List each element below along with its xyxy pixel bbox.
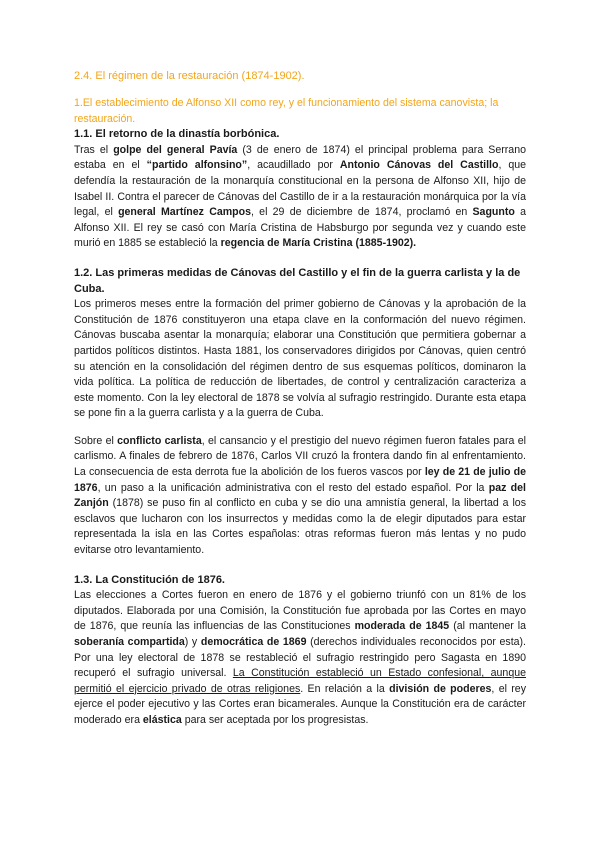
document-page bbox=[74, 70, 526, 729]
section-2-paragraph-2: Sobre el conflicto carlista, el cansancio y el prestigio del nuevo régimen fueron fatales para el carlismo. A finales de febrero de 1876, Carlos VII cruzó la frontera dando fin al enfrentamiento. La consecuencia de esta derrota fue la abolición de los fueros vascos por ley de 21 de julio de 1876, un paso a la unificación administrativa con el resto del estado español. Por la paz del Zanjón (1878) se puso fin al conflicto en cuba y se dio una amnistía general, la libertad a los esclavos que lucharon con los insurrectos y medidas como la de elegir diputados para estar representada la isla en las Cortes españolas: otras reformas fueron más lentas y no pudo evitarse otro levantamiento. bbox=[74, 434, 527, 557]
section-2-paragraph-1: Los primeros meses entre la formación del primer gobierno de Cánovas y la aprobación de la Constitución de 1876 constituyeron una etapa clave en la conformación del nuevo régimen. Cánovas buscaba asentar la monarquía; elaborar una Constitución que permitiera gobernar a partidos políticos distintos. Hasta 1881, los conservadores dirigidos por Cánovas, quien centró su atención en la consolidación del régimen dentro de sus esquemas políticos, dominaron la vida política. La política de reducción de libertades, de control y centralización caracteriza a este momento. Con la ley electoral de 1878 se volvía al sufragio restringido. Durante esta etapa se pone fin a la guerra carlista y a la guerra de Cuba. bbox=[74, 298, 526, 420]
section-2-heading: 1.2. Las primeras medidas de Cánovas del Castillo y el fin de la guerra carlista y la de Cuba. bbox=[74, 266, 521, 295]
section-1-paragraph: Tras el golpe del general Pavía (3 de enero de 1874) el principal problema para Serrano estaba en el “partido alfonsino”, acaudillado por Antonio Cánovas del Castillo, que defendía la restauración de la monarquía constitucional en la persona de Alfonso XII, hijo de Isabel II. Contra el parecer de Cánovas del Castillo de ir a la restauración monárquica por la vía legal, el general Martínez Campos, el 29 de diciembre de 1874, proclamó en Sagunto a Alfonso XII. El rey se casó con María Cristina de Habsburgo por segunda vez y cuando este murió en 1885 se estableció la regencia de María Cristina (1885-1902). bbox=[74, 143, 526, 250]
section-1-heading: 1.1. El retorno de la dinastía borbónica. bbox=[74, 128, 280, 141]
document-title: 2.4. El régimen de la restauración (1874-1902). bbox=[74, 70, 305, 82]
document-subtitle: 1.El establecimiento de Alfonso XII como rey, y el funcionamiento del sistema canovista; la restauración. bbox=[74, 97, 499, 125]
underlined-constitution-text: La Constitución estableció un Estado confesional, aunque permitió el ejercicio privado de otras religiones bbox=[74, 667, 526, 695]
section-3-paragraph: Las elecciones a Cortes fueron en enero de 1876 y el gobierno triunfó con un 81% de los diputados. Elaborada por una Comisión, la Constitución fue aprobada por las Cortes en mayo de 1876, que reunía las influencias de las Constituciones moderada de 1845 (al mantener la soberanía compartida) y democrática de 1869 (derechos individuales reconocidos por esta). Por una ley electoral de 1878 se restableció el sufragio restringido pero Sagasta en 1890 recuperó el sufragio universal. La Constitución estableció un Estado confesional, aunque permitió el ejercicio privado de otras religiones. En relación a la división de poderes, el rey ejerce el poder ejecutivo y las Cortes eran bicamerales. Aunque la Constitución era de carácter moderado era elástica para ser aceptada por los progresistas. bbox=[74, 589, 527, 726]
section-3-heading: 1.3. La Constitución de 1876. bbox=[74, 573, 225, 586]
